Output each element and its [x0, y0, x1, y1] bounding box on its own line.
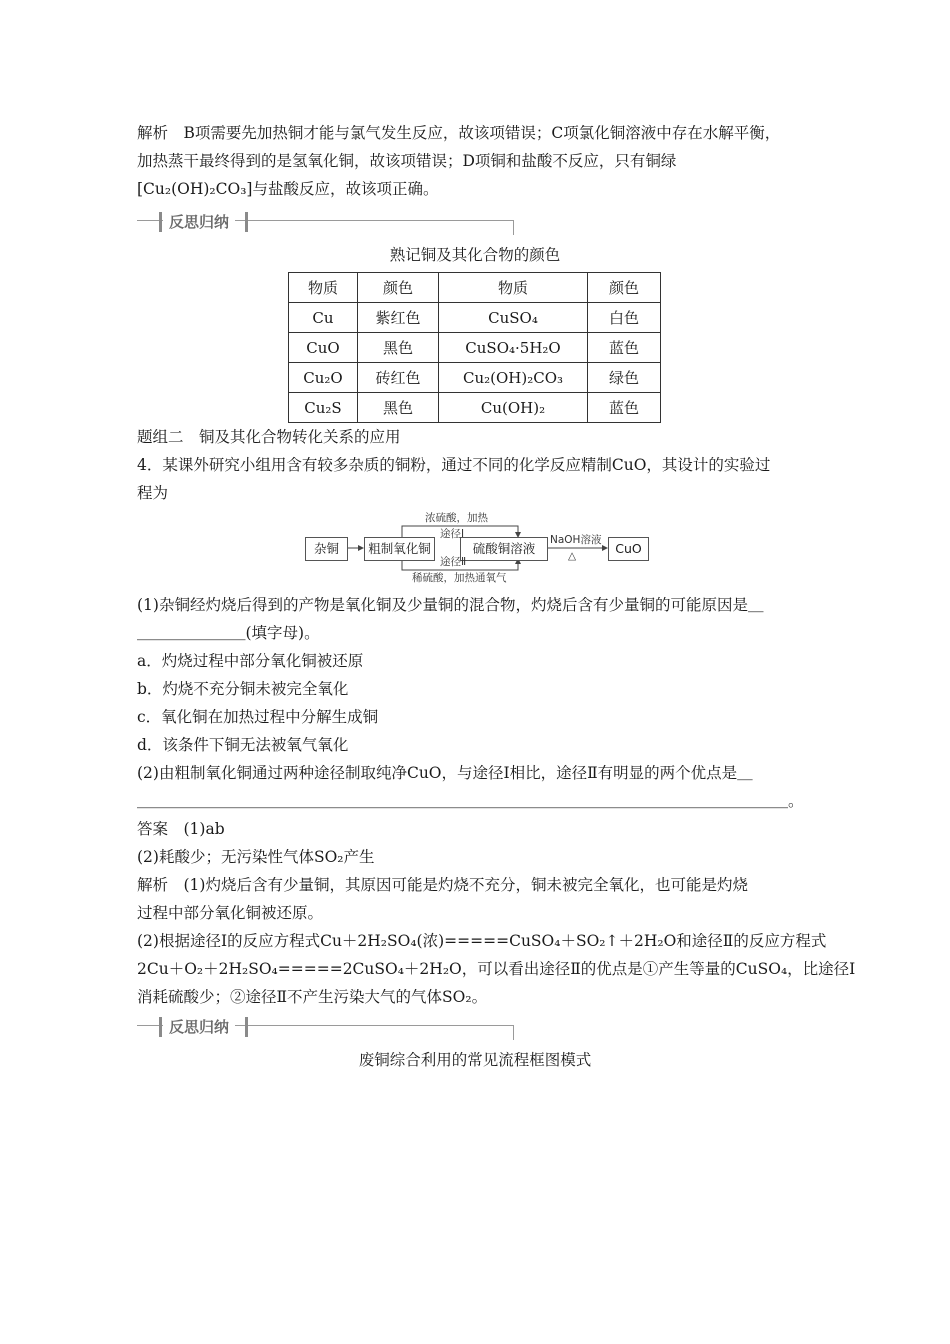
- path-one-label: 途径Ⅰ: [440, 528, 465, 540]
- step-condition: NaOH溶液: [550, 534, 602, 546]
- table-cell: Cu: [289, 303, 358, 333]
- subquestion-line: (1)杂铜经灼烧后得到的产物是氧化铜及少量铜的混合物，灼烧后含有少量铜的可能原因是＿: [137, 596, 764, 614]
- path-two-condition: 稀硫酸，加热通氧气: [412, 572, 507, 584]
- header-bar-right: [245, 212, 248, 232]
- option-d: d．该条件下铜无法被氧气氧化: [137, 736, 349, 754]
- reflect-label: 反思归纳: [163, 212, 235, 232]
- answer-blank-line: ＿＿＿＿＿＿＿＿＿＿＿＿＿＿＿＿＿＿＿＿＿＿＿＿＿＿＿＿＿＿＿＿＿＿＿＿＿＿＿＿＿＿。: [137, 792, 804, 810]
- flow-box-sulfate-solution: 硫酸铜溶液: [460, 537, 548, 561]
- group-title: 题组二 铜及其化合物转化关系的应用: [137, 428, 401, 446]
- table-cell: Cu₂(OH)₂CO₃: [439, 363, 588, 393]
- analysis-line: 消耗硫酸少；②途径Ⅱ不产生污染大气的气体SO₂。: [137, 988, 488, 1006]
- option-a: a．灼烧过程中部分氧化铜被还原: [137, 652, 364, 670]
- flow-caption: 废铜综合利用的常见流程框图模式: [358, 1051, 592, 1069]
- table-cell: CuSO₄: [439, 303, 588, 333]
- header-bar-left: [159, 1017, 162, 1037]
- process-flow-diagram: [300, 510, 650, 588]
- table-cell: 黑色: [358, 333, 439, 363]
- table-row: [289, 303, 661, 333]
- table-header: 颜色: [588, 273, 661, 303]
- analysis-line: 解析 B项需要先加热铜才能与氯气发生反应，故该项错误；C项氯化铜溶液中存在水解平衡，: [137, 124, 781, 142]
- table-header: 物质: [289, 273, 358, 303]
- analysis-line: 2Cu＋O₂＋2H₂SO₄=====2CuSO₄＋2H₂O，可以看出途径Ⅱ的优点是①产生等量的CuSO₄，比途径Ⅰ: [137, 960, 856, 978]
- option-c: c．氧化铜在加热过程中分解生成铜: [137, 708, 379, 726]
- analysis-line: 过程中部分氧化铜被还原。: [137, 904, 324, 922]
- table-header: 颜色: [358, 273, 439, 303]
- question-line: 程为: [137, 484, 169, 502]
- table-cell: Cu(OH)₂: [439, 393, 588, 423]
- table-header: 物质: [439, 273, 588, 303]
- flow-box-cuo: CuO: [608, 537, 649, 561]
- table-cell: CuSO₄·5H₂O: [439, 333, 588, 363]
- reflect-label: 反思归纳: [163, 1017, 235, 1037]
- path-two-label: 途径Ⅱ: [440, 556, 467, 568]
- table-cell: Cu₂S: [289, 393, 358, 423]
- header-bar-right: [245, 1017, 248, 1037]
- flow-box-crude-copper: 杂铜: [305, 537, 348, 561]
- reflect-header: [137, 1017, 513, 1039]
- table-cell: Cu₂O: [289, 363, 358, 393]
- table-cell: 紫红色: [358, 303, 439, 333]
- table-cell: CuO: [289, 333, 358, 363]
- header-bar-left: [159, 212, 162, 232]
- table-row: [289, 363, 661, 393]
- analysis-line: [Cu₂(OH)₂CO₃]与盐酸反应，故该项正确。: [137, 180, 439, 198]
- reflect-header: [137, 212, 513, 234]
- analysis-line: (2)根据途径Ⅰ的反应方程式Cu＋2H₂SO₄(浓)=====CuSO₄＋SO₂↑＋2H₂O和途径Ⅱ的反应方程式: [137, 932, 827, 950]
- table-cell: 蓝色: [588, 393, 661, 423]
- table-cell: 黑色: [358, 393, 439, 423]
- analysis-line: 解析 (1)灼烧后含有少量铜，其原因可能是灼烧不充分，铜未被完全氧化，也可能是灼烧: [137, 876, 748, 894]
- table-cell: 砖红色: [358, 363, 439, 393]
- path-one-condition: 浓硫酸，加热: [425, 512, 488, 524]
- heat-symbol: △: [568, 550, 577, 562]
- answer-line: 答案 (1)ab: [137, 820, 225, 838]
- table-cell: 绿色: [588, 363, 661, 393]
- table-row: [289, 333, 661, 363]
- table-cell: 白色: [588, 303, 661, 333]
- table-row: [289, 393, 661, 423]
- table-header-row: [289, 273, 661, 303]
- color-table: [288, 272, 661, 423]
- answer-line: (2)耗酸少；无污染性气体SO₂产生: [137, 848, 375, 866]
- table-caption: 熟记铜及其化合物的颜色: [389, 246, 561, 264]
- option-b: b．灼烧不充分铜未被完全氧化: [137, 680, 349, 698]
- flow-box-crude-oxide: 粗制氧化铜: [364, 537, 435, 561]
- analysis-line: 加热蒸干最终得到的是氢氧化铜，故该项错误；D项铜和盐酸不反应，只有铜绿: [137, 152, 677, 170]
- table-cell: 蓝色: [588, 333, 661, 363]
- question-line: 4．某课外研究小组用含有较多杂质的铜粉，通过不同的化学反应精制CuO，其设计的实验过: [137, 456, 771, 474]
- subquestion-line: (2)由粗制氧化铜通过两种途径制取纯净CuO，与途径Ⅰ相比，途径Ⅱ有明显的两个优点是＿: [137, 764, 753, 782]
- subquestion-line: ＿＿＿＿＿＿＿(填字母)。: [137, 624, 320, 642]
